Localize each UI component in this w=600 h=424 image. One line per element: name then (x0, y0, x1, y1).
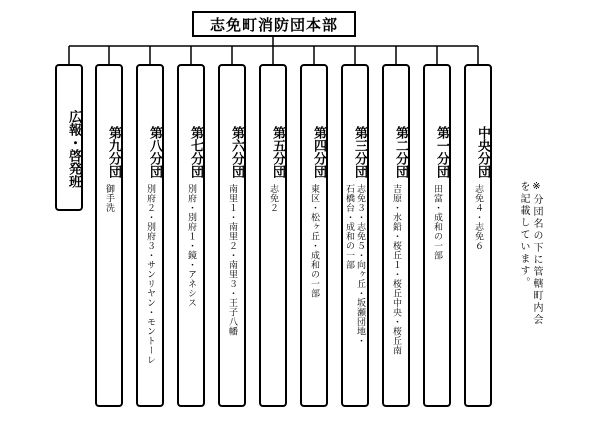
unit-name: 広報・啓発班 (66, 110, 81, 188)
unit-areas: 別府・別府１・鏡・アネシス (186, 184, 196, 308)
unit-areas: 南里１・南里２・南里３・王子八幡 (227, 184, 237, 336)
unit-box-dai4 (300, 64, 328, 407)
unit-name: 第九分団 (106, 126, 121, 178)
unit-box-dai1 (423, 64, 451, 407)
unit-box-dai5 (259, 64, 287, 407)
footnote: ※分団名の下に管轄町内会 を記載しています。 (518, 181, 542, 326)
unit-name: 第一分団 (434, 126, 449, 178)
unit-box-dai2 (382, 64, 410, 407)
unit-areas: 東区・松ヶ丘・成和の一部 (309, 184, 319, 298)
unit-areas: 別府２・別府３・サンリヤン・モントーレ (145, 184, 155, 365)
unit-name: 第六分団 (229, 126, 244, 178)
unit-name: 中央分団 (475, 126, 490, 178)
unit-areas: 御手洗 (104, 184, 114, 213)
unit-name: 第二分団 (393, 126, 408, 178)
unit-areas: 吉原・水鉛・桜丘１・桜丘中央・桜丘南 (391, 184, 401, 355)
unit-name: 第三分団 (352, 126, 367, 178)
unit-box-dai9 (95, 64, 123, 407)
unit-name: 第五分団 (270, 126, 285, 178)
unit-box-dai8 (136, 64, 164, 407)
unit-box-dai7 (177, 64, 205, 407)
root-node-headquarters: 志免町消防団本部 (192, 11, 356, 37)
unit-box-chuo (464, 64, 492, 407)
unit-name: 第四分団 (311, 126, 326, 178)
unit-areas: 志免４・志免６ (473, 184, 483, 251)
unit-box-dai6 (218, 64, 246, 407)
unit-areas: 志免２ (268, 184, 278, 213)
unit-areas: 志免３・志免５・向ヶ丘・坂瀬団地・ 石橋台・成和の一部 (344, 184, 365, 346)
unit-areas: 田富・成和の一部 (432, 184, 442, 260)
unit-name: 第八分団 (147, 126, 162, 178)
unit-box-koho (55, 64, 83, 211)
unit-name: 第七分団 (188, 126, 203, 178)
unit-box-dai3 (341, 64, 369, 407)
